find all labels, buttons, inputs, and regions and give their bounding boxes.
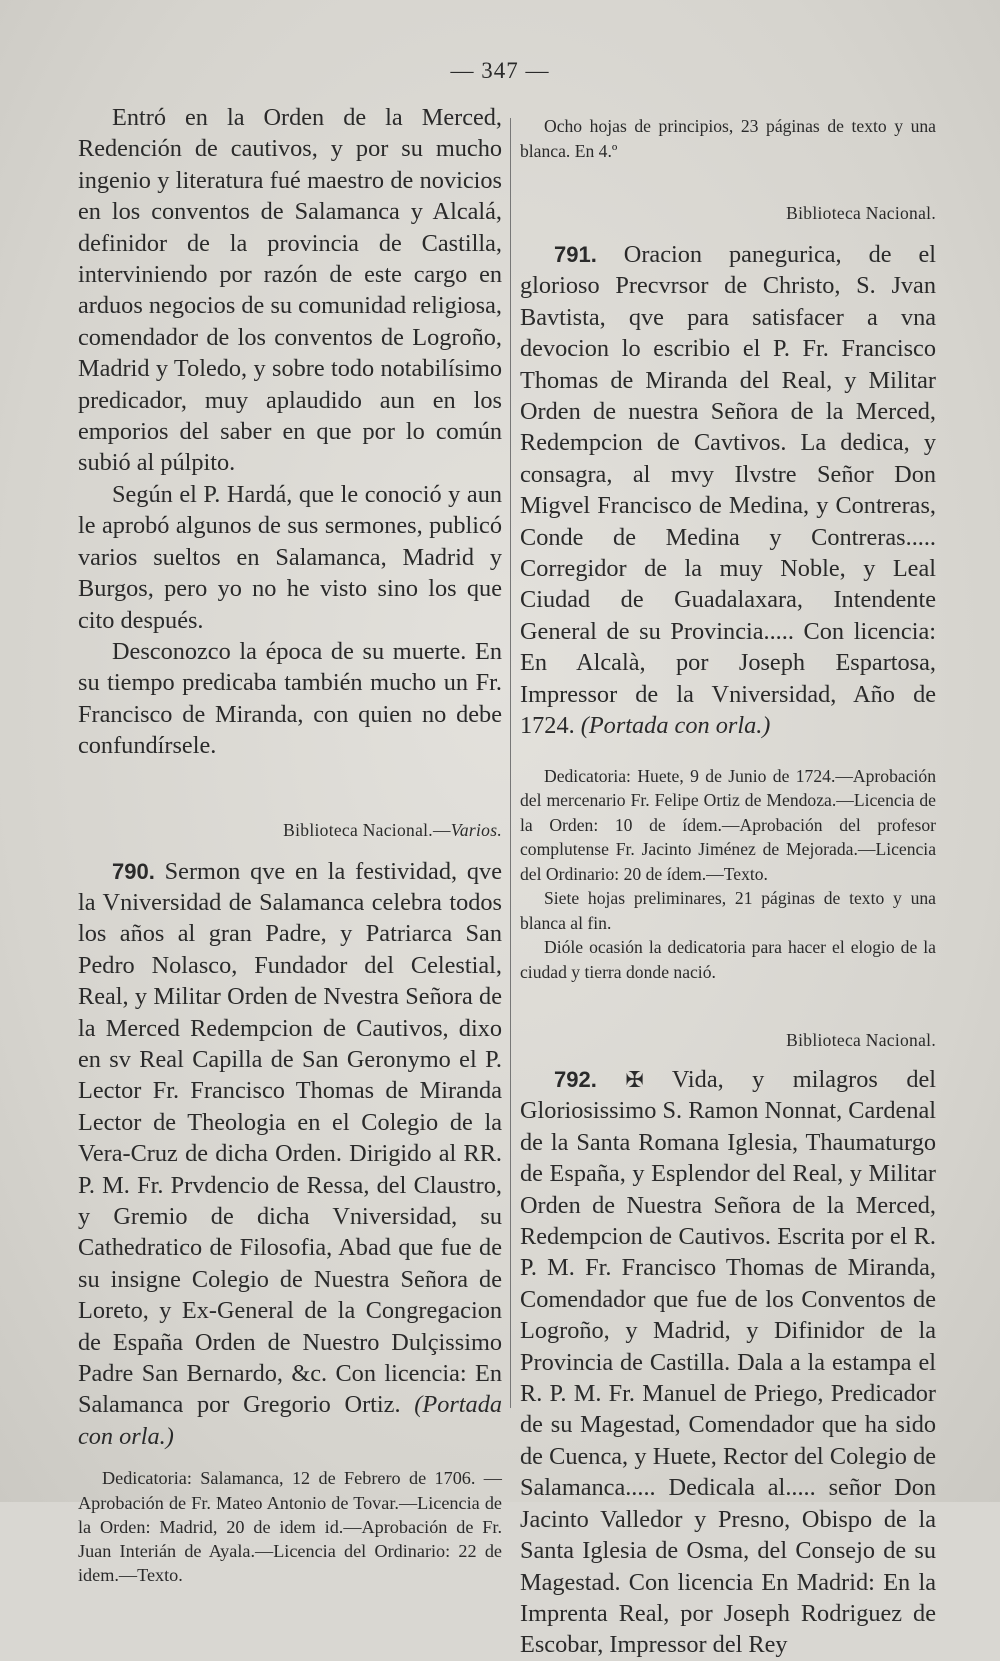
entry-notes: Dedicatoria: Huete, 9 de Junio de 1724.—Aprobación del mercenario Fr. Felipe Ortiz de Mendoza.—Licencia de la Orden: 10 de ídem.—Aprobación del profesor complutense Fr. Jacinto Jiménez de Mejorada.—Licencia del Ordinario: 20 de ídem.—Texto. bbox=[520, 765, 936, 884]
entry-notes: Siete hojas preliminares, 21 páginas de texto y una blanca al fin. bbox=[520, 888, 936, 933]
left-column bbox=[78, 102, 502, 1588]
maltese-cross-icon: ✠ bbox=[625, 1067, 644, 1092]
entry-791 bbox=[520, 239, 936, 742]
entry-790 bbox=[78, 856, 502, 1453]
column-divider bbox=[510, 118, 511, 1408]
paragraph: Desconozco la época de su muerte. En su tiempo predicaba también mucho un Fr. Francisco de Miranda, con quien no debe confundírsele. bbox=[78, 637, 502, 760]
right-column bbox=[520, 114, 936, 1661]
biography-text bbox=[78, 102, 502, 762]
entry-notes: Dedicatoria: Salamanca, 12 de Febrero de 1706. —Aprobación de Fr. Mateo Antonio de Tovar.—Licencia de la Orden: Madrid, 20 de idem id.—Aprobación de Fr. Juan Interián de Ayala.—Licencia del Ordinario: 22 de idem.—Texto. bbox=[78, 1468, 502, 1586]
entry-number: 792. bbox=[554, 1067, 597, 1092]
paragraph: Entró en la Orden de la Merced, Redención de cautivos, y por su mucho ingenio y literatura fué maestro de novicios en los conventos de Salamanca y Alcalá, definidor de la provincia de Castilla, interviniendo por razón de este cargo en arduos negocios de su comunidad religiosa, comendador de los conventos de Logroño, Madrid y Toledo, y sobre todo notabilísimo predicador, muy aplaudido aun en los emporios del saber en que por lo común subió al púlpito. bbox=[78, 104, 502, 477]
source-label: Biblioteca Nacional.— bbox=[283, 819, 451, 840]
entry-italic-note: (Portada con orla.) bbox=[78, 1391, 502, 1450]
entry-number: 791. bbox=[554, 242, 597, 267]
entry-title: Vida, y milagros del Gloriosissimo S. Ramon Nonnat, Cardenal de la Santa Romana Iglesia, Thaumaturgo de España, y Esplendor del Real, y Militar Orden de Nuestra Señora de la Merced, Redempcion de Cautivos. Escrita por el R. P. M. Fr. Francisco Thomas de Miranda, Comendador que fue de los Conventos de Logroño, y Madrid, y Difinidor de la Provincia de Castilla. Dala a la estampa el R. P. M. Fr. Manuel de Priego, Predicador de su Magestad, Comendador que ha sido de Cuenca, y Huete, Rector del Colegio de Salamanca..... Dedicala al..... señor Don Jacinto Valledor y Presno, Obispo de la Santa Iglesia de Osma, del Consejo de su Magestad. Con licencia En Madrid: En la Imprenta Real, por Joseph Rodriguez de Escobar, Impressor del Rey bbox=[520, 1066, 937, 1659]
entry-789-description bbox=[520, 114, 936, 163]
entry-title: Sermon qve en la festividad, qve la Vniversidad de Salamanca celebra todos los años al gran Padre, y Patriarca San Pedro Nolasco, Fundador del Celestial, Real, y Militar Orden de Nvestra Señora de la Merced Redempcion de Cautivos, dixo en sv Real Capilla de San Geronymo el P. Lector Fr. Francisco Thomas de Miranda Lector de Theologia en el Colegio de la Vera-Cruz de dicha Orden. Dirigido al RR. P. M. Fr. Prvdencio de Ressa, del Claustro, y Gremio de dicha Vniversidad, su Cathedratico de Filosofia, Abad que fue de su insigne Colegio de Nuestra Señora de Loreto, y Ex-General de la Congregacion de España Orden de Nuestro Dulçissimo Padre San Bernardo, &c. Con licencia: En Salamanca por Gregorio Ortiz. bbox=[78, 857, 502, 1419]
paragraph: Según el P. Hardá, que le conoció y aun le aprobó algunos de sus sermones, publicó varios sueltos en Salamanca, Madrid y Burgos, pero yo no he visto sino los que cito después. bbox=[78, 480, 502, 634]
library-source: Biblioteca Nacional. bbox=[786, 1030, 936, 1050]
entry-notes: Dióle ocasión la dedicatoria para hacer el elogio de la ciudad y tierra donde nació. bbox=[520, 937, 936, 982]
entry-number: 790. bbox=[112, 858, 155, 884]
library-source: Biblioteca Nacional. bbox=[786, 203, 936, 223]
entry-italic-note: (Portada con orla.) bbox=[580, 712, 771, 740]
entry-791-notes bbox=[520, 764, 936, 985]
page-number: — 347 — bbox=[450, 58, 550, 83]
source-collection: Varios. bbox=[450, 819, 502, 840]
entry-title: Oracion panegurica, de el glorioso Precvrsor de Christo, S. Jvan Bavtista, qve para satisfacer a vna devocion lo escribio el P. Fr. Francisco Thomas de Miranda del Real, y Militar Orden de nuestra Señora de la Merced, Redempcion de Cavtivos. La dedica, y consagra, al mvy Ilvstre Señor Don Migvel Francisco de Medina, y Contreras, Conde de Medina y Contreras..... Corregidor de la muy Noble, y Leal Ciudad de Guadalaxara, Intendente General de su Provincia..... Con licencia: En Alcalà, por Joseph Espartosa, Impressor de la Vniversidad, Año de 1724. bbox=[520, 241, 936, 740]
entry-790-notes bbox=[78, 1466, 502, 1587]
entry-792 bbox=[520, 1064, 936, 1661]
entry-notes: Ocho hojas de principios, 23 páginas de texto y una blanca. En 4.º bbox=[520, 116, 936, 161]
library-source bbox=[78, 818, 502, 842]
